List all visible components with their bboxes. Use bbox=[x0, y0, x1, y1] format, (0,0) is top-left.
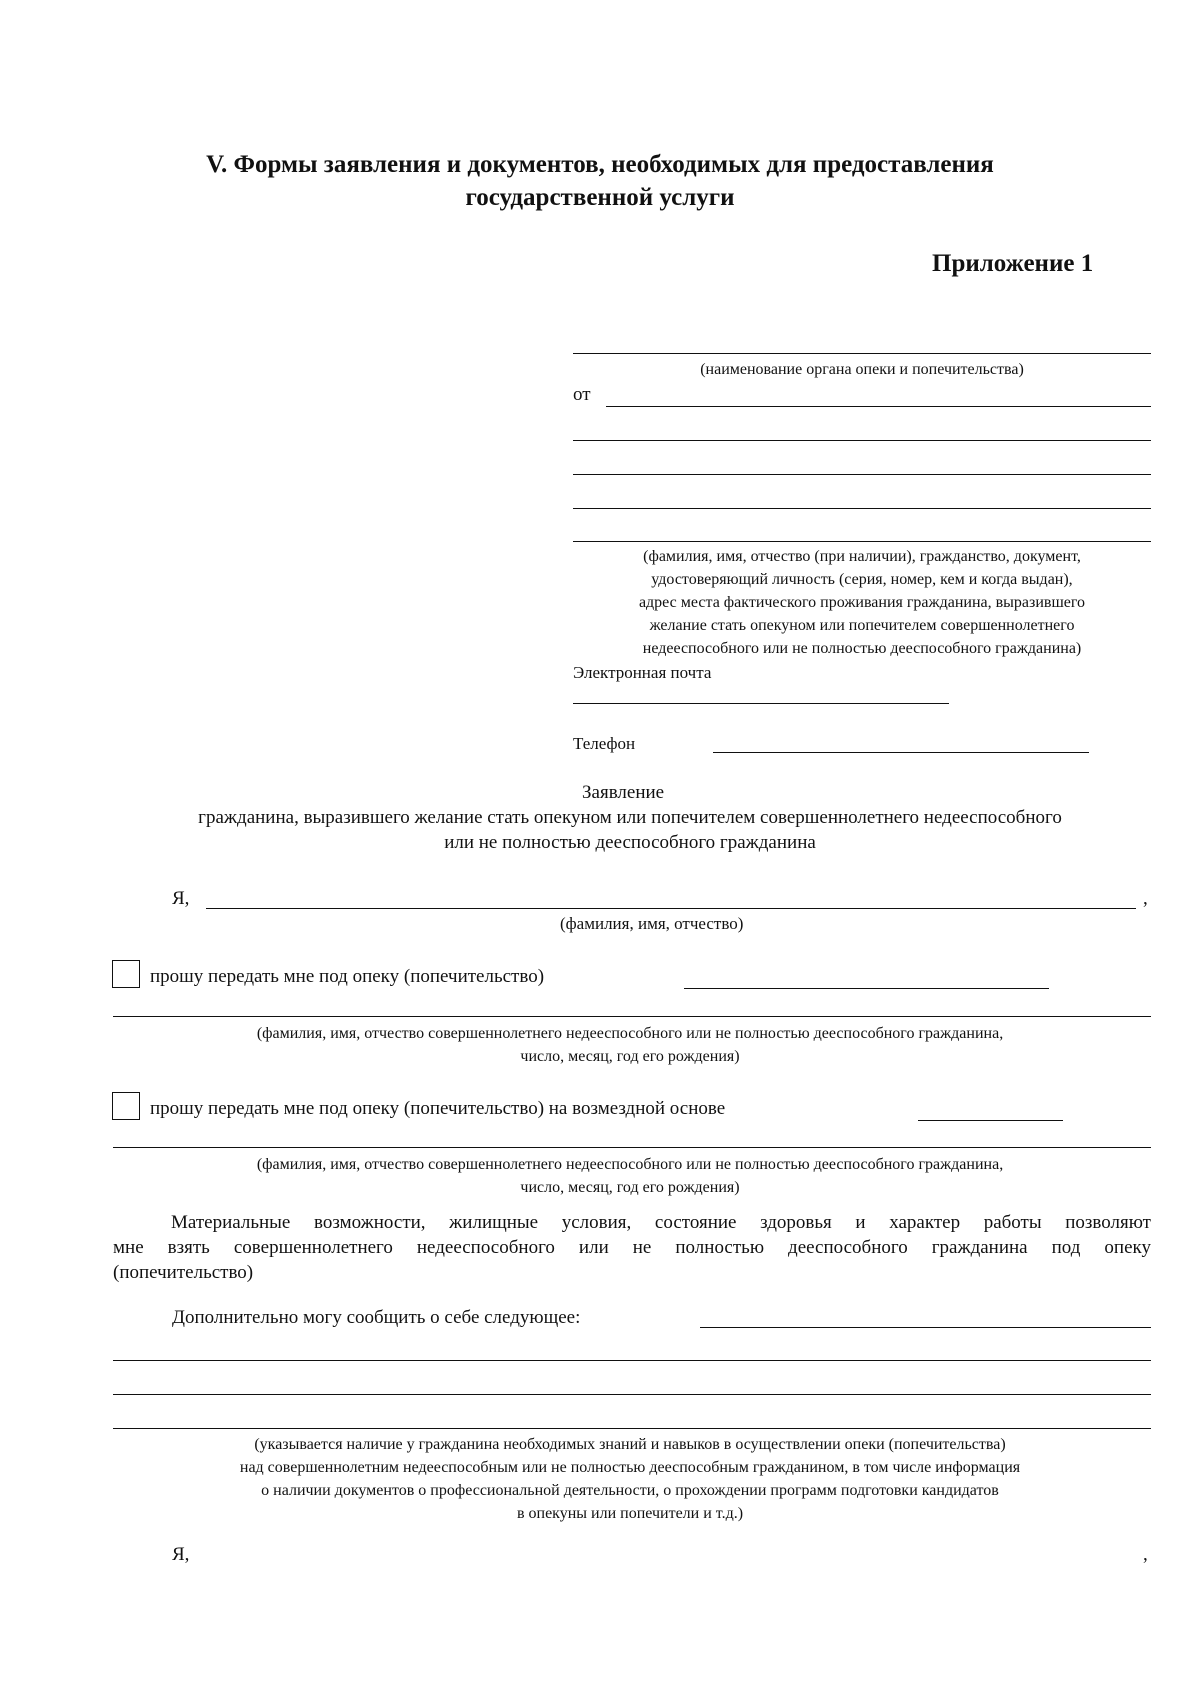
i-label: Я, bbox=[172, 888, 190, 909]
material-paragraph bbox=[113, 1210, 1151, 1285]
applicant-caption-line: желание стать опекуном или попечителем совершеннолетнего bbox=[649, 617, 1075, 634]
additional-label: Дополнительно могу сообщить о себе следующее: bbox=[172, 1307, 581, 1328]
applicant-caption-line: удостоверяющий личность (серия, номер, кем и когда выдан), bbox=[651, 571, 1073, 588]
option2-ward-line[interactable] bbox=[113, 1147, 1151, 1148]
applicant-caption-line: адрес места фактического проживания гражданина, выразившего bbox=[638, 594, 1086, 611]
applicant-caption bbox=[570, 545, 1154, 660]
option1-caption bbox=[60, 1022, 1200, 1068]
option1-caption-line2: число, месяц, год его рождения) bbox=[520, 1048, 740, 1065]
option2-fill-line[interactable] bbox=[918, 1120, 1063, 1121]
email-label: Электронная почта bbox=[573, 663, 712, 682]
section-heading-line2: государственной услуги bbox=[465, 184, 735, 211]
additional-fill-line-4[interactable] bbox=[113, 1428, 1151, 1429]
option1-fill-line[interactable] bbox=[684, 988, 1049, 989]
trailing-comma: , bbox=[1143, 888, 1148, 909]
applicant-fio-line[interactable] bbox=[206, 908, 1136, 909]
material-paragraph-line3: (попечительство) bbox=[113, 1262, 254, 1283]
trailing-comma-bottom: , bbox=[1143, 1544, 1148, 1565]
email-field-line[interactable] bbox=[573, 703, 949, 704]
statement-subtitle bbox=[60, 805, 1200, 855]
additional-caption-line: над совершеннолетним недееспособным или не полностью дееспособным гражданином, в том числе информация bbox=[239, 1459, 1021, 1476]
from-label: от bbox=[573, 384, 591, 405]
statement-subtitle-line1: гражданина, выразившего желание стать опекуном или попечителем совершеннолетнего недееспособного bbox=[198, 807, 1062, 828]
option1-checkbox[interactable] bbox=[112, 960, 140, 988]
statement-subtitle-line2: или не полностью дееспособного гражданина bbox=[444, 832, 816, 853]
phone-label: Телефон bbox=[573, 734, 636, 753]
i-label-bottom: Я, bbox=[172, 1544, 190, 1565]
applicant-caption-line: (фамилия, имя, отчество (при наличии), гражданство, документ, bbox=[643, 548, 1081, 565]
section-heading bbox=[0, 148, 1200, 214]
phone-field-line[interactable] bbox=[713, 752, 1089, 753]
additional-fill-line-3[interactable] bbox=[113, 1394, 1151, 1395]
material-paragraph-line1: Материальные возможности, жилищные условия, состояние здоровья и характер работы позволяют bbox=[171, 1212, 1151, 1233]
option2-caption bbox=[60, 1153, 1200, 1199]
applicant-line-4[interactable] bbox=[573, 508, 1151, 509]
organ-name-line[interactable] bbox=[573, 353, 1151, 354]
option2-caption-line2: число, месяц, год его рождения) bbox=[520, 1179, 740, 1196]
applicant-line-1[interactable] bbox=[606, 406, 1151, 407]
applicant-line-5[interactable] bbox=[573, 541, 1151, 542]
option1-ward-line[interactable] bbox=[113, 1016, 1151, 1017]
option2-label: прошу передать мне под опеку (попечительство) на возмездной основе bbox=[150, 1098, 726, 1119]
additional-fill-line-2[interactable] bbox=[113, 1360, 1151, 1361]
additional-fill-line-1[interactable] bbox=[700, 1327, 1151, 1328]
organ-name-caption: (наименование органа опеки и попечительства) bbox=[700, 361, 1024, 378]
option2-checkbox[interactable] bbox=[112, 1092, 140, 1120]
appendix-label: Приложение 1 bbox=[932, 250, 1094, 277]
applicant-line-3[interactable] bbox=[573, 474, 1151, 475]
additional-caption-line: о наличии документов о профессиональной деятельности, о прохождении программ подготовки кандидатов bbox=[261, 1482, 999, 1499]
statement-title: Заявление bbox=[582, 782, 665, 803]
additional-caption-line: в опекуны или попечители и т.д.) bbox=[516, 1505, 744, 1522]
fio-caption: (фамилия, имя, отчество) bbox=[560, 914, 744, 933]
material-paragraph-line2: мне взять совершеннолетнего недееспособного или не полностью дееспособного гражданина под опеку bbox=[113, 1237, 1151, 1258]
option1-caption-line1: (фамилия, имя, отчество совершеннолетнего недееспособного или не полностью дееспособного гражданина, bbox=[256, 1025, 1004, 1042]
additional-caption bbox=[60, 1433, 1200, 1525]
option2-caption-line1: (фамилия, имя, отчество совершеннолетнего недееспособного или не полностью дееспособного гражданина, bbox=[256, 1156, 1004, 1173]
option1-label: прошу передать мне под опеку (попечительство) bbox=[150, 966, 545, 987]
applicant-caption-line: недееспособного или не полностью дееспособного гражданина) bbox=[642, 640, 1082, 657]
applicant-line-2[interactable] bbox=[573, 440, 1151, 441]
section-heading-line1: V. Формы заявления и документов, необходимых для предоставления bbox=[206, 151, 994, 178]
additional-caption-line: (указывается наличие у гражданина необходимых знаний и навыков в осуществлении опеки (попечительства) bbox=[254, 1436, 1006, 1453]
